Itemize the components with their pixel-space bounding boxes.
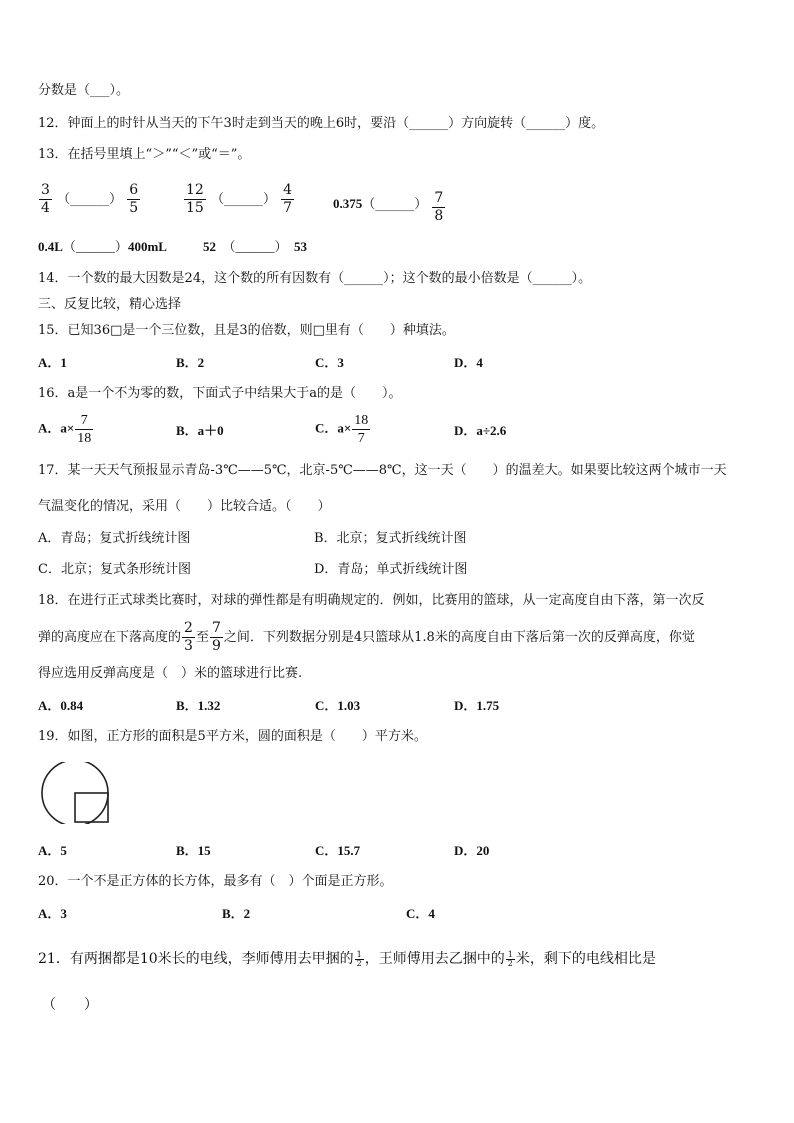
q20-option-b[interactable]: B．2	[222, 906, 251, 921]
q16-option-d[interactable]: D．a÷2.6	[454, 423, 507, 438]
q13-compare-4: 0.4L（______）400mL	[38, 239, 167, 254]
q15-option-c[interactable]: C．3	[315, 355, 344, 370]
q13-stem: 13．在括号里填上“＞”“＜”或“＝”。	[38, 147, 251, 162]
section-heading: 三、反复比较，精心选择	[38, 297, 182, 312]
q20-options	[38, 905, 766, 923]
q13-compare-5: 52 （______） 53	[203, 239, 308, 254]
q17-line1: 17．某一天天气预报显示青岛-3℃——5℃，北京-5℃——8℃，这一天（ ）的温差大。如果要比较这两个城市一天	[38, 463, 727, 478]
q13-blank-3[interactable]: （______）	[362, 197, 428, 212]
q19-option-a[interactable]: A．5	[38, 843, 67, 858]
q16-option-c[interactable]: C．a× $\frac{18}{7}$	[315, 413, 369, 446]
q12-text: 12．钟面上的时针从当天的下午3时走到当天的晚上6时，要沿（______）方向旋转（______）度。	[38, 116, 605, 131]
q16-stem: 16．a是一个不为零的数，下面式子中结果大于a的是（ ）。	[38, 386, 402, 401]
q15-options	[38, 354, 766, 372]
q15-option-d[interactable]: D．4	[454, 355, 483, 370]
q18-option-c[interactable]: C．1.03	[315, 698, 361, 713]
q21-answer-blank[interactable]: （ ）	[42, 997, 98, 1013]
square-shape	[75, 793, 108, 822]
q13-compare-2: $\frac{12}{15}$ （______） $\frac{4}{7}$	[186, 182, 293, 216]
q18-options	[38, 697, 766, 715]
q19-option-b[interactable]: B．15	[176, 843, 211, 858]
q17-option-c[interactable]: C．北京；复式条形统计图	[38, 562, 191, 577]
q18-line2: 弹的高度应在下落高度的 $\frac{2}{3}$ 至 $\frac{7}{9}$ 之间．下列数据分别是4只篮球从1.8米的高度自由下落后第一次的反弹高度，你觉	[38, 620, 695, 654]
q14-text: 14．一个数的最大因数是24，这个数的所有因数有（______）；这个数的最小倍数是（______）。	[38, 271, 592, 286]
q18-option-a[interactable]: A．0.84	[38, 698, 84, 713]
q16-option-b[interactable]: B．a＋0	[176, 423, 224, 438]
q15-stem: 15．已知36□是一个三位数，且是3的倍数，则□里有（ ）种填法。	[38, 323, 455, 338]
q19-stem: 19．如图，正方形的面积是5平方米，圆的面积是（ ）平方米。	[38, 729, 427, 744]
q21-line1: 21．有两捆都是10米长的电线，李师傅用去甲捆的 $\frac{1}{2}$ ，王师傅用去乙捆中的 $\frac{1}{2}$ 米，剩下的电线相比是	[38, 949, 656, 968]
q19-options	[38, 842, 766, 860]
q13-blank-4[interactable]: （______）	[62, 239, 128, 254]
q13-blank-1[interactable]: （______）	[57, 192, 123, 207]
q13-blank-5[interactable]: （______）	[222, 239, 288, 254]
q19-option-c[interactable]: C．15.7	[315, 843, 361, 858]
q17-line2: 气温变化的情况，采用（ ）比较合适。（ ）	[38, 499, 331, 514]
q13-compare-1: $\frac{3}{4}$ （______） $\frac{6}{5}$	[41, 182, 139, 216]
q18-option-d[interactable]: D．1.75	[454, 698, 500, 713]
q11-tail: 分数是（___）。	[38, 83, 130, 98]
q17-options-row1	[38, 530, 766, 548]
q17-option-b[interactable]: B．北京；复式折线统计图	[314, 531, 467, 546]
q15-option-b[interactable]: B．2	[176, 355, 205, 370]
q20-option-c[interactable]: C．4	[406, 906, 435, 921]
q19-option-d[interactable]: D．20	[454, 843, 490, 858]
q20-stem: 20．一个不是正方体的长方体，最多有（ ）个面是正方形。	[38, 874, 393, 889]
q17-options-row2	[38, 561, 766, 579]
q16-option-a[interactable]: A．a× $\frac{7}{18}$	[38, 413, 92, 446]
circle-square-figure	[40, 762, 114, 824]
q18-line1: 18．在进行正式球类比赛时，对球的弹性都是有明确规定的．例如，比赛用的篮球，从一定高度自由下落，第一次反	[38, 593, 705, 608]
q18-option-b[interactable]: B．1.32	[176, 698, 221, 713]
q13-blank-2[interactable]: （______）	[210, 192, 276, 207]
q20-option-a[interactable]: A．3	[38, 906, 67, 921]
q13-row1	[38, 182, 766, 222]
q15-option-a[interactable]: A．1	[38, 355, 67, 370]
q17-option-a[interactable]: A．青岛；复式折线统计图	[38, 531, 191, 546]
q13-compare-3: 0.375（______） $\frac{7}{8}$	[333, 190, 444, 224]
q17-option-d[interactable]: D．青岛；单式折线统计图	[314, 562, 468, 577]
q18-line3: 得应选用反弹高度是（ ）米的篮球进行比赛.	[38, 666, 303, 681]
q16-options	[38, 410, 766, 452]
